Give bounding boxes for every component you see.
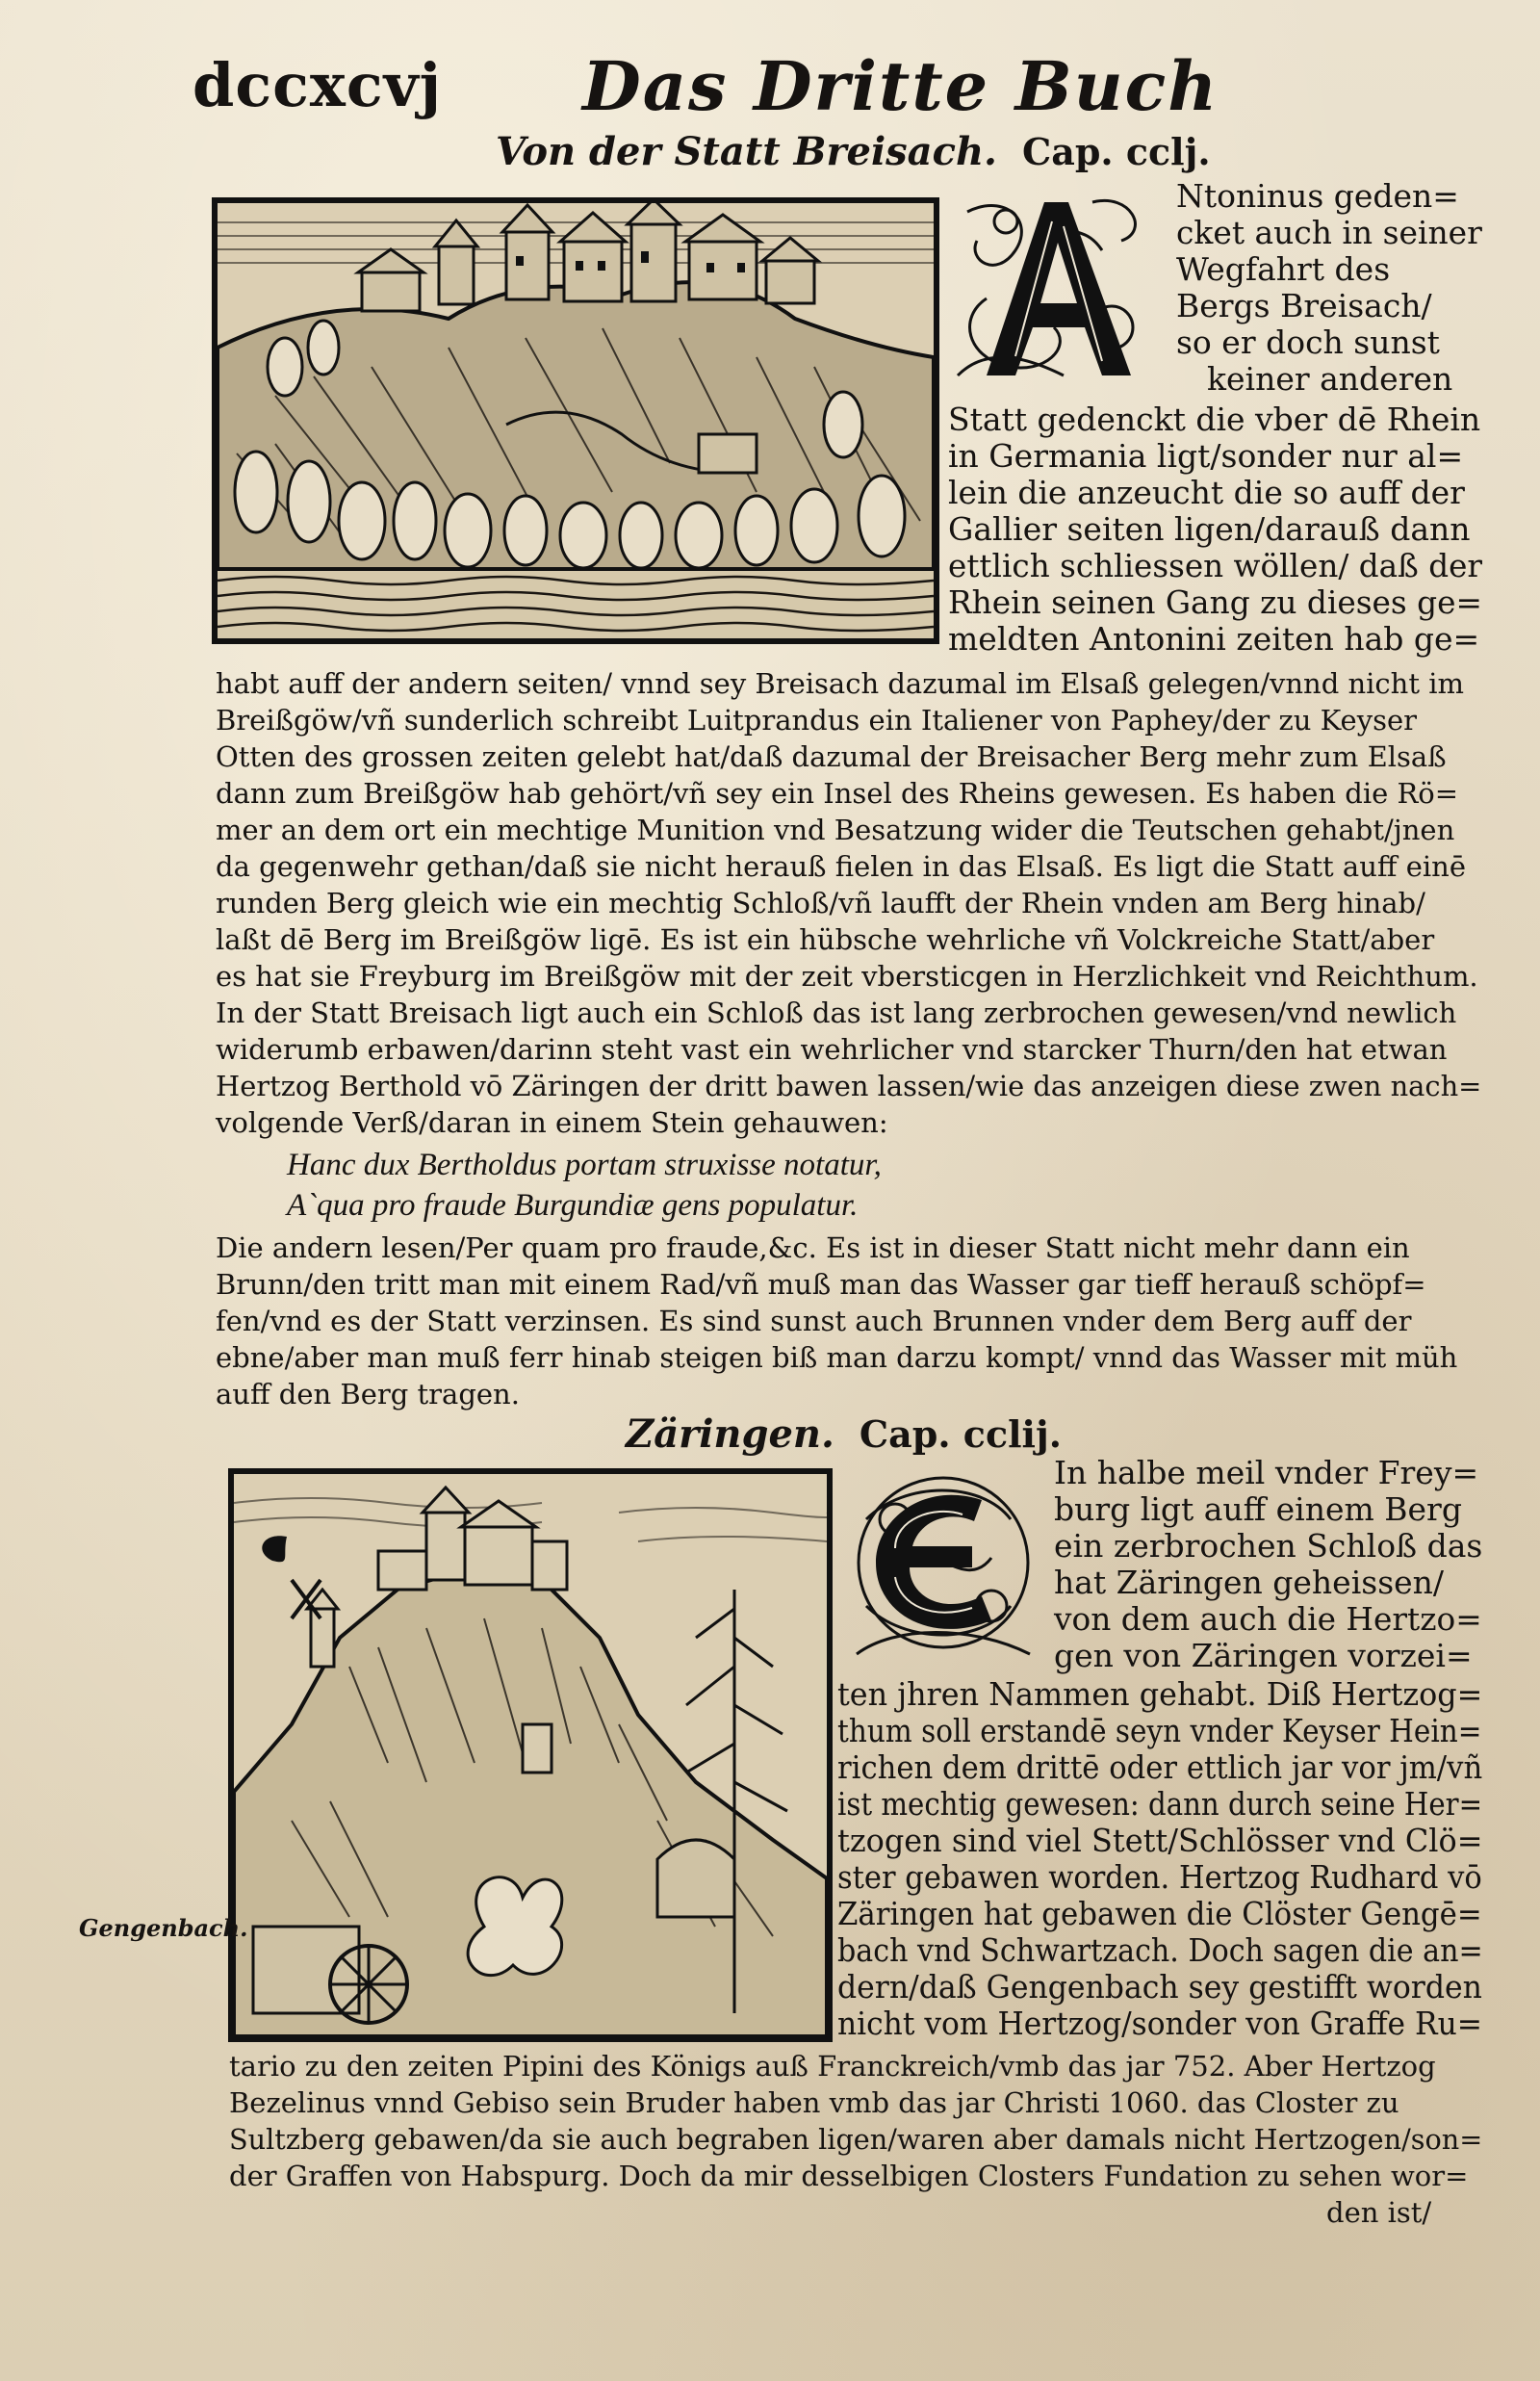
running-title: Das Dritte Buch	[582, 46, 1219, 126]
chapter-title: Zäringen.	[626, 1411, 834, 1457]
text-line: bach vnd Schwartzach. Doch sagen die an=	[837, 1931, 1483, 1969]
decorated-initial-e	[837, 1462, 1049, 1664]
text-line: Statt gedenckt die vber dē Rhein	[948, 401, 1481, 438]
chapter-number: Cap. cclj.	[1021, 130, 1211, 173]
text-line: auff den Berg tragen.	[216, 1378, 520, 1410]
text-line: habt auff der andern seiten/ vnnd sey Breisach dazumal im Elsaß gelegen/vnnd nicht im	[216, 667, 1464, 700]
text-line: lein die anzeucht die so auff der	[948, 474, 1465, 511]
text-line: In der Statt Breisach ligt auch ein Schloß das ist lang zerbrochen gewesen/vnd newlich	[216, 996, 1457, 1029]
text-line: es hat sie Freyburg im Breißgöw mit der zeit vbersticgen in Herzlichkeit vnd Reichthum.	[216, 960, 1478, 993]
text-line: dann zum Breißgöw hab gehört/vñ sey ein Insel des Rheins gewesen. Es haben die Rö=	[216, 777, 1459, 810]
chapter-number: Cap. cclij.	[859, 1412, 1062, 1456]
text-line: Breißgöw/vñ sunderlich schreibt Luitprandus ein Italiener von Paphey/der zu Keyser	[216, 704, 1418, 737]
text-line: tzogen sind viel Stett/Schlösser vnd Clö=	[837, 1822, 1483, 1859]
text-line: cket auch in seiner	[1176, 214, 1482, 251]
text-line: da gegenwehr gethan/daß sie nicht herauß fielen in das Elsaß. Es ligt die Statt auff einē	[216, 850, 1466, 883]
text-line: ettlich schliessen wöllen/ daß der	[948, 547, 1483, 584]
decorated-initial-a	[948, 183, 1160, 385]
text-line: tario zu den zeiten Pipini des Königs auß Franckreich/vmb das jar 752. Aber Hertzog	[229, 2050, 1436, 2083]
text-line: laßt dē Berg im Breißgöw ligē. Es ist ein hübsche wehrliche vñ Volckreiche Statt/aber	[216, 923, 1435, 956]
text-line: ein zerbrochen Schloß das	[1054, 1527, 1483, 1565]
text-line: ist mechtig gewesen: dann durch seine Her=	[837, 1785, 1483, 1823]
text-line: gen von Zäringen vorzei=	[1054, 1637, 1473, 1674]
text-line: dern/daß Gengenbach sey gestifft worden	[837, 1968, 1482, 2006]
margin-note: Gengenbach.	[79, 1914, 248, 1942]
text-line: Sultzberg gebawen/da sie auch begraben ligen/waren aber damals nicht Hertzogen/son=	[229, 2123, 1483, 2156]
text-line: meldten Antonini zeiten hab ge=	[948, 620, 1480, 658]
text-line: keiner anderen	[1207, 360, 1453, 398]
text-line: Bergs Breisach/	[1176, 287, 1432, 324]
latin-verse-line: Hanc dux Bertholdus portam struxisse notatur,	[287, 1148, 882, 1182]
text-line: ster gebawen worden. Hertzog Rudhard vō	[837, 1858, 1482, 1896]
text-line: der Graffen von Habspurg. Doch da mir desselbigen Closters Fundation zu sehen wor=	[229, 2160, 1469, 2192]
text-line: thum soll erstandē seyn vnder Keyser Hein=	[837, 1712, 1482, 1749]
text-line: Bezelinus vnnd Gebiso sein Bruder haben vmb das jar Christi 1060. das Closter zu	[229, 2086, 1399, 2119]
text-line: fen/vnd es der Statt verzinsen. Es sind sunst auch Brunnen vnder dem Berg auff der	[216, 1305, 1412, 1337]
chapter-heading-breisach	[496, 129, 1211, 174]
text-line: volgende Verß/daran in einem Stein gehauwen:	[216, 1106, 888, 1139]
text-line: nicht vom Hertzog/sonder von Graffe Ru=	[837, 2005, 1482, 2042]
text-line: burg ligt auff einem Berg	[1054, 1490, 1462, 1528]
text-line: widerumb erbawen/darinn steht vast ein wehrlicher vnd starcker Thurn/den hat etwan	[216, 1033, 1448, 1066]
text-line: ebne/aber man muß ferr hinab steigen biß man darzu kompt/ vnnd das Wasser mit müh	[216, 1341, 1458, 1374]
folio-number: dccxcvj	[192, 50, 443, 120]
text-line: In halbe meil vnder Frey=	[1054, 1454, 1479, 1491]
text-line: Hertzog Berthold vō Zäringen der dritt bawen lassen/wie das anzeigen diese zwen nach=	[216, 1070, 1482, 1102]
text-line: mer an dem ort ein mechtige Munition vnd Besatzung wider die Teutschen gehabt/jnen	[216, 814, 1455, 846]
woodcut-breisach-illustration	[212, 197, 939, 644]
text-line: richen dem drittē oder ettlich jar vor jm/vñ	[837, 1748, 1483, 1786]
chapter-heading-zaeringen	[626, 1411, 1062, 1457]
text-line: Brunn/den tritt man mit einem Rad/vñ muß man das Wasser gar tieff herauß schöpf=	[216, 1268, 1426, 1301]
text-line: Zäringen hat gebawen die Clöster Gengē=	[837, 1895, 1482, 1932]
text-line: Ntoninus geden=	[1176, 177, 1459, 215]
latin-verse-line: A`qua pro fraude Burgundiæ gens populatur.	[287, 1188, 859, 1223]
text-line: runden Berg gleich wie ein mechtig Schloß/vñ laufft der Rhein vnden am Berg hinab/	[216, 887, 1425, 919]
text-line: Wegfahrt des	[1176, 250, 1391, 288]
catchword: den ist/	[1326, 2196, 1432, 2229]
text-line: ten jhren Nammen gehabt. Diß Hertzog=	[837, 1675, 1483, 1713]
text-line: hat Zäringen geheissen/	[1054, 1564, 1445, 1601]
text-line: Gallier seiten ligen/darauß dann	[948, 510, 1471, 548]
text-line: in Germania ligt/sonder nur al=	[948, 437, 1464, 475]
text-line: Rhein seinen Gang zu dieses ge=	[948, 583, 1482, 621]
woodcut-zaeringen-illustration	[228, 1468, 833, 2042]
chapter-title: Von der Statt Breisach.	[496, 129, 997, 174]
text-line: so er doch sunst	[1176, 324, 1440, 361]
text-line: von dem auch die Hertzo=	[1054, 1600, 1482, 1638]
text-line: Otten des grossen zeiten gelebt hat/daß dazumal der Breisacher Berg mehr zum Elsaß	[216, 740, 1447, 773]
text-line: Die andern lesen/Per quam pro fraude,&c. Es ist in dieser Statt nicht mehr dann ein	[216, 1231, 1410, 1264]
